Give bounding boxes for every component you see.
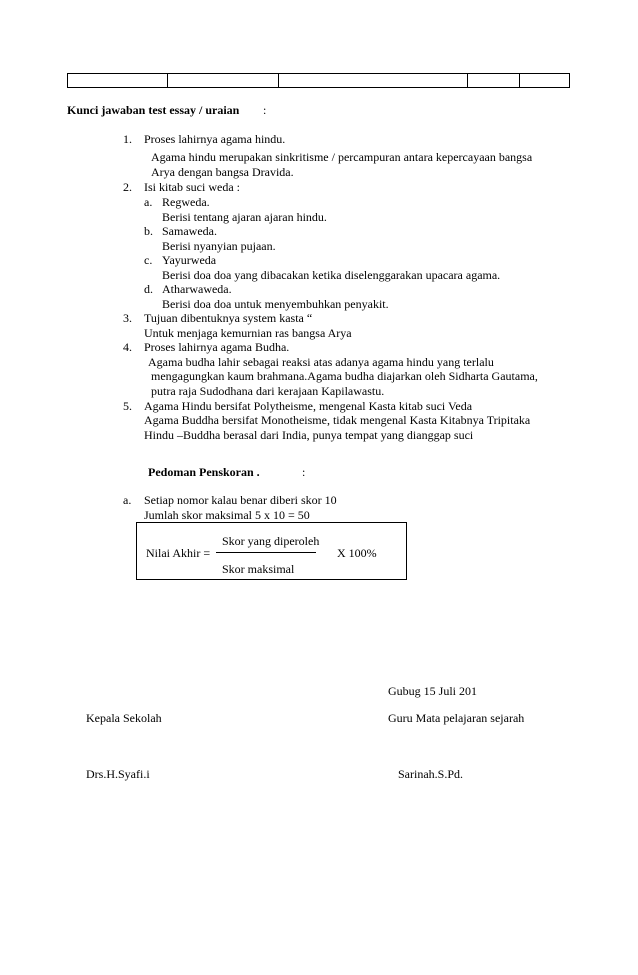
q4-text: Proses lahirnya agama Budha. xyxy=(144,340,290,354)
q4-line-3: putra raja Sudodhana dari kerajaan Kapilawastu. xyxy=(151,384,385,398)
scoring-title: Pedoman Penskoran . xyxy=(148,465,260,479)
q2-item-name: Atharwaweda. xyxy=(162,282,232,296)
q4-number: 4. xyxy=(123,340,132,354)
q4-line-1: Agama budha lahir sebagai reaksi atas adanya agama hindu yang terlalu xyxy=(148,355,494,369)
formula-label: Nilai Akhir = xyxy=(146,546,211,560)
scoring-colon: : xyxy=(302,465,306,479)
q2-item-letter: d. xyxy=(144,282,153,296)
formula-denominator: Skor maksimal xyxy=(222,562,295,576)
q1-line-2: Arya dengan bangsa Dravida. xyxy=(151,165,294,179)
q2-number: 2. xyxy=(123,180,132,194)
q4-line-2: mengagungkan kaum brahmana.Agama budha diajarkan oleh Sidharta Gautama, xyxy=(151,369,538,383)
q2-item-letter: b. xyxy=(144,224,153,238)
header-cell xyxy=(468,74,520,88)
header-cell xyxy=(279,74,468,88)
header-cell xyxy=(168,74,279,88)
q1-number: 1. xyxy=(123,132,132,146)
fraction-line xyxy=(216,552,316,553)
q3-number: 3. xyxy=(123,311,132,325)
q5-line-1: Agama Buddha bersifat Monotheisme, tidak mengenal Kasta Kitabnya Tripitaka xyxy=(144,413,531,427)
q2-item-name: Samaweda. xyxy=(162,224,217,238)
q2-item-letter: c. xyxy=(144,253,153,267)
q1-line-1: Agama hindu merupakan sinkritisme / percampuran antara kepercayaan bangsa xyxy=(151,150,533,164)
principal-name: Drs.H.Syafi.i xyxy=(86,767,150,781)
teacher-title: Guru Mata pelajaran sejarah xyxy=(388,711,525,725)
q3-line-1: Untuk menjaga kemurnian ras bangsa Arya xyxy=(144,326,352,340)
q1-text: Proses lahirnya agama hindu. xyxy=(144,132,286,146)
teacher-name: Sarinah.S.Pd. xyxy=(398,767,464,781)
q2-text: Isi kitab suci weda : xyxy=(144,180,240,194)
q2-item-desc: Berisi doa doa untuk menyembuhkan penyakit. xyxy=(162,297,389,311)
q2-item-name: Regweda. xyxy=(162,195,210,209)
formula-multiplier: X 100% xyxy=(337,546,377,560)
scoring-line-2: Jumlah skor maksimal 5 x 10 = 50 xyxy=(144,508,310,522)
principal-title: Kepala Sekolah xyxy=(86,711,162,725)
q5-text: Agama Hindu bersifat Polytheisme, mengenal Kasta kitab suci Veda xyxy=(144,399,473,413)
header-cell xyxy=(68,74,168,88)
q2-item-name: Yayurweda xyxy=(162,253,217,267)
q2-item-desc: Berisi tentang ajaran ajaran hindu. xyxy=(162,210,327,224)
answer-key-colon: : xyxy=(263,103,267,117)
header-table-row xyxy=(68,74,570,88)
place-date: Gubug 15 Juli 201 xyxy=(388,684,478,698)
scoring-line-1: Setiap nomor kalau benar diberi skor 10 xyxy=(144,493,337,507)
q5-line-2: Hindu –Buddha berasal dari India, punya tempat yang dianggap suci xyxy=(144,428,474,442)
scoring-item-letter: a. xyxy=(123,493,132,507)
q5-number: 5. xyxy=(123,399,132,413)
formula-numerator: Skor yang diperoleh xyxy=(222,534,320,548)
q2-item-desc: Berisi doa doa yang dibacakan ketika diselenggarakan upacara agama. xyxy=(162,268,501,282)
answer-key-title: Kunci jawaban test essay / uraian xyxy=(67,103,240,117)
header-cell xyxy=(520,74,570,88)
q3-text: Tujuan dibentuknya system kasta “ xyxy=(144,311,313,325)
q2-item-letter: a. xyxy=(144,195,153,209)
header-table xyxy=(67,73,570,88)
q2-item-desc: Berisi nyanyian pujaan. xyxy=(162,239,276,253)
